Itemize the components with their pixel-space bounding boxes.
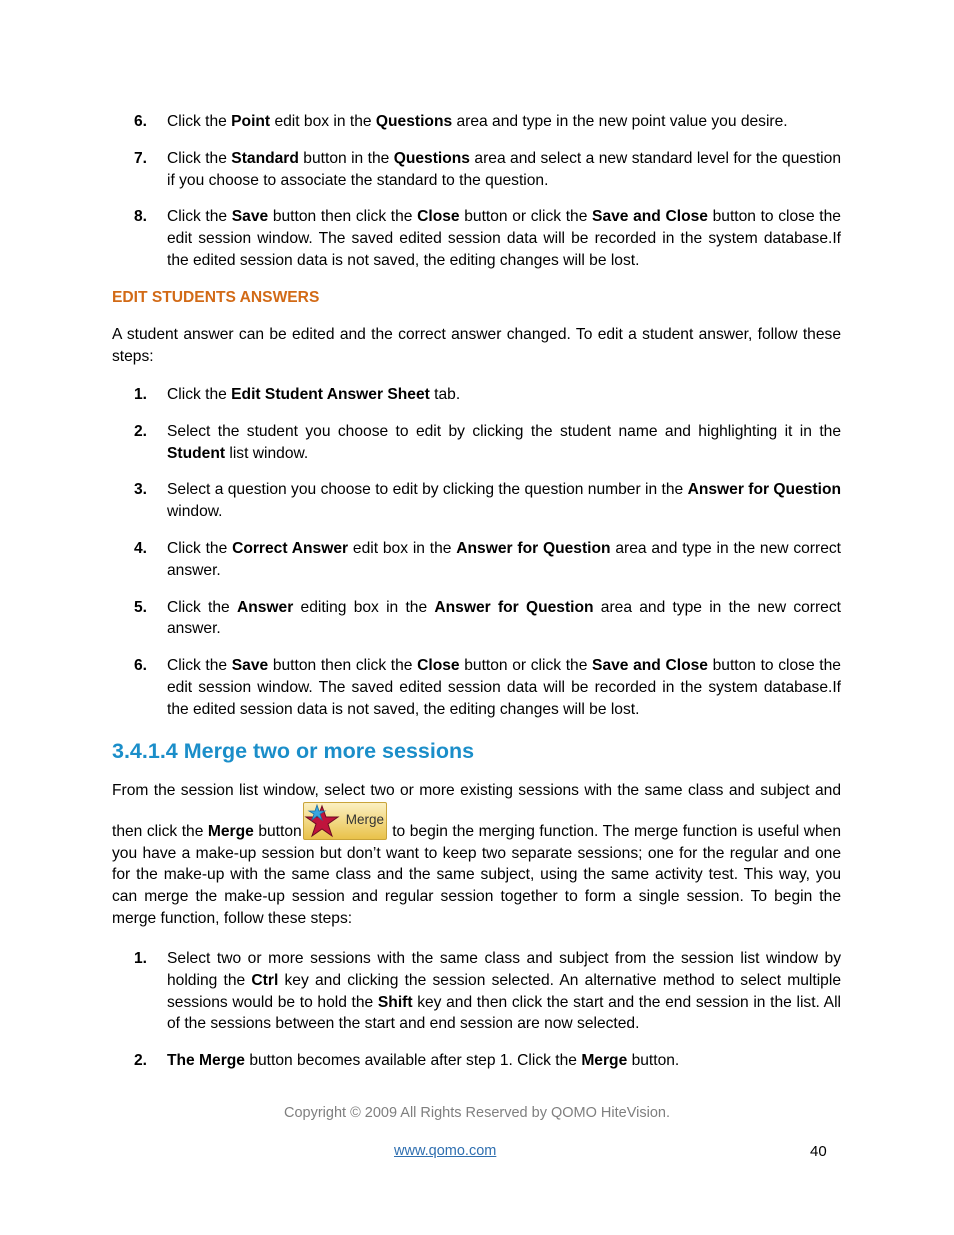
steps-merge — [112, 948, 841, 1072]
star-icon — [304, 803, 342, 839]
list-item: 2. The Merge button becomes available after step 1. Click the Merge button. — [112, 1050, 841, 1072]
list-item: 3. Select a question you choose to edit by clicking the question number in the Answer for Question window. — [134, 481, 841, 521]
page-number: 40 — [810, 1143, 827, 1160]
step-number: 1. — [134, 386, 148, 403]
step-number: 7. — [134, 149, 148, 167]
list-item: 2. Select the student you choose to edit by clicking the student name and highlighting it in the Student list window. — [134, 422, 841, 462]
step-number: 5. — [134, 598, 148, 616]
step-number: 3. — [134, 481, 148, 499]
steps-edit-answers — [112, 384, 841, 721]
step-number: 2. — [134, 422, 148, 440]
list-item: 5. Click the Answer editing box in the Answer for Question area and type in the new correct answer. — [134, 598, 841, 638]
footer-copyright: Copyright © 2009 All Rights Reserved by QOMO HiteVision. — [284, 1105, 670, 1121]
step-number: 4. — [134, 539, 148, 557]
list-item: 8. Click the Save button then click the Close button or click the Save and Close button to close the edit session window. The saved edited session data will be recorded in the system database.If the edited session data is not saved, the editing changes will be lost. — [134, 208, 841, 269]
merge-button-label: Merge — [345, 811, 384, 827]
merge-paragraph: From the session list window, select two or more existing sessions with the same class and subject and then click the Merge button Merge to begin the merging function. The merge function is useful when you have a make-up session but don’t want to keep two separate sessions; one for the regular and one for the make-up with the same class and the same subject, using the same activity test. This way, you can merge the make-up session and regular session together to form a single session. To begin the merge function, follow these steps: — [112, 782, 841, 927]
footer-website-link[interactable]: www.qomo.com — [394, 1143, 497, 1159]
step-number: 6. — [134, 657, 148, 675]
merge-button[interactable] — [303, 802, 387, 840]
list-item: 1. Click the Edit Student Answer Sheet tab. — [112, 384, 841, 406]
step-number: 1. — [134, 950, 148, 967]
step-number: 6. — [134, 113, 148, 130]
list-item: 4. Click the Correct Answer edit box in the Answer for Question area and type in the new correct answer. — [134, 539, 841, 579]
list-item: 6. Click the Point edit box in the Questions area and type in the new point value you desire. — [112, 111, 841, 133]
step-number: 2. — [134, 1052, 148, 1070]
section-intro: A student answer can be edited and the correct answer changed. To edit a student answer, follow these steps: — [112, 326, 841, 365]
section-heading-merge-sessions: 3.4.1.4 Merge two or more sessions — [112, 739, 475, 763]
list-item: 7. Click the Standard button in the Questions area and select a new standard level for the question if you choose to associate the standard to the question. — [134, 149, 841, 189]
section-heading-edit-students-answers: EDIT STUDENTS ANSWERS — [112, 289, 320, 306]
step-number: 8. — [134, 208, 148, 226]
steps-questions — [112, 111, 841, 272]
list-item: 6. Click the Save button then click the Close button or click the Save and Close button to close the edit session window. The saved edited session data will be recorded in the system database.If the edited session data is not saved, the editing changes will be lost. — [134, 657, 841, 718]
list-item: 1. Select two or more sessions with the same class and subject from the session list window by holding the Ctrl key and clicking the session selected. An alternative method to select multiple sessions would be to hold the Shift key and then click the start and the end session in the list. All of the sessions between the start and end session are now selected. — [134, 950, 842, 1033]
